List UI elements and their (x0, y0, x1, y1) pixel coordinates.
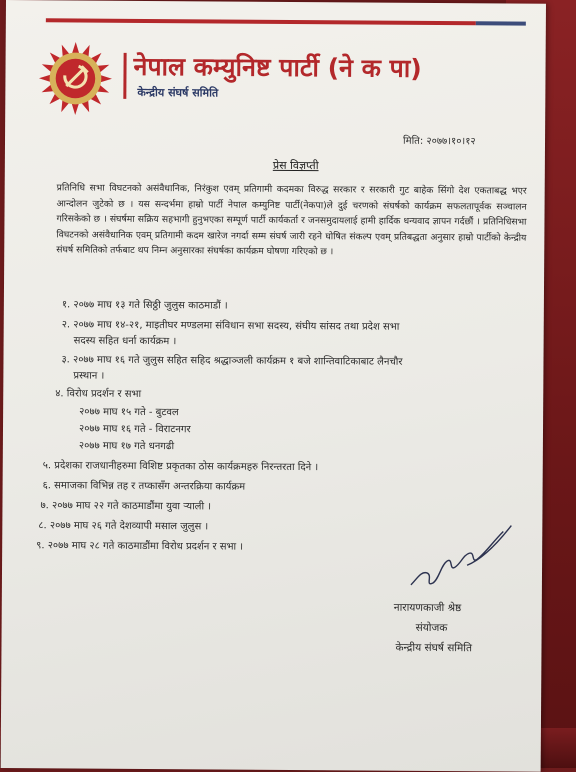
list-item: ३. २०७७ माघ १६ गते जुलुस सहित सहिद श्रद्धाञ्जली कार्यक्रम १ बजे शान्तिवाटिकाबाट लैनचौर (61, 354, 403, 368)
body-paragraph: प्रतिनिधि सभा विघटनको असंवैधानिक, निरंकुश एवम् प्रतिगामी कदमका विरुद्ध सरकार र सरकारी गुट बाहेक सिंगो देश एकताबद्ध भएर आन्दोलन जुटेको छ । यस सन्दर्भमा हाम्रो पार्टी नेपाल कम्युनिष्ट पार्टी(नेकपा)ले दुई चरणको संघर्षको कार्यक्रम सफलतापूर्वक सञ्चालन गरिसकेको छ । संघर्षमा सक्रिय सहभागी हुनुभएका सम्पूर्ण पार्टी कार्यकर्ता र जनसमुदायलाई हामी हार्दिक धन्यवाद ज्ञापन गर्दछौं । प्रतिनिधिसभा विघटनको असंवैधानिक एवम् प्रतिगामी कदम खारेज नगर्दा सम्म संघर्ष जारी रहने घोषित संकल्प एवम् प्रतिबद्धता अनुसार हाम्रो पार्टीको केन्द्रीय संघर्ष समितिको तर्फबाट थप निम्न अनुसारका संघर्षका कार्यक्रम घोषणा गरिएको छ । (56, 182, 527, 258)
list-item: ९. २०७७ माघ २८ गते काठमाडौंमा विरोध प्रदर्शन र सभा । (36, 540, 244, 553)
release-date: मिति: २०७७।१०।१२ (402, 135, 476, 148)
header-rule (46, 18, 526, 25)
list-item: प्रस्थान । (73, 370, 105, 382)
party-emblem-icon (37, 40, 114, 117)
press-release-page (1, 0, 546, 772)
signatory-name: नारायणकाजी श्रेष्ठ (393, 601, 462, 615)
signature-scribble (407, 521, 517, 592)
list-item: ६. समाजका विभिन्न तह र तप्कासँग अन्तरक्रिया कार्यक्रम (42, 480, 246, 493)
list-item: ८. २०७७ माघ २६ गते देशव्यापी मसाल जुलुस । (38, 520, 209, 533)
header-divider (123, 53, 126, 99)
list-item: सदस्य सहित धर्ना कार्यक्रम । (73, 335, 177, 348)
committee-name: केन्द्रीय संघर्ष समिति (137, 85, 219, 100)
page-title: प्रेस विज्ञप्ती (272, 158, 319, 173)
list-item: २०७७ माघ १५ गते - बुटवल (79, 406, 179, 419)
party-name: नेपाल कम्युनिष्ट पार्टी (ने क पा) (133, 51, 422, 83)
signatory-role: संयोजक (415, 621, 448, 635)
list-item: २. २०७७ माघ १४-२१, माइतीघर मण्डलमा संविधान सभा सदस्य, संघीय सांसद तथा प्रदेश सभा (61, 319, 400, 333)
list-item: १. २०७७ माघ १३ गते सिठ्ठी जुलुस काठमाडौं । (61, 299, 228, 312)
list-item: २०७७ माघ १७ गते धनगढी (78, 440, 175, 453)
list-item: ४. विरोध प्रदर्शन र सभा (55, 388, 142, 400)
programme-list (36, 296, 522, 553)
signatory-committee: केन्द्रीय संघर्ष समिति (395, 641, 473, 655)
list-item: २०७७ माघ १६ गते - विराटनगर (78, 423, 191, 436)
list-item: ७. २०७७ माघ २२ गते काठमाडौंमा युवा र्‍याली । (40, 500, 212, 513)
list-item: ५. प्रदेशका राजधानीहरुमा विशिष्ट प्रकृतका ठोस कार्यक्रमहरु निरन्तरता दिने । (42, 460, 319, 474)
